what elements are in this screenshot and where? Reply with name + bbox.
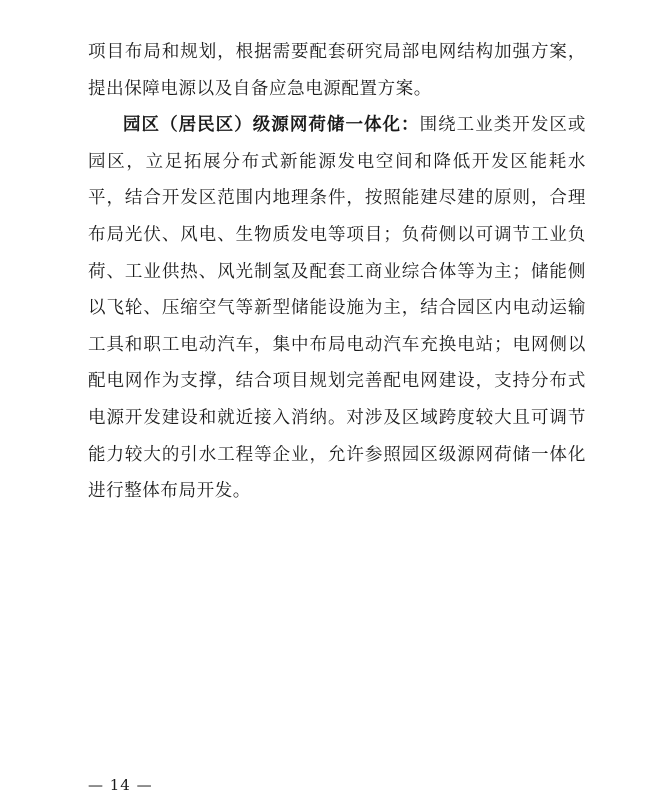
paragraph-continuation: 项目布局和规划，根据需要配套研究局部电网结构加强方案，提出保障电源以及自备应急电源配置方案。 [88, 42, 586, 99]
document-body [88, 34, 586, 510]
inline-heading: 园区（居民区）级源网荷储一体化： [123, 115, 420, 136]
paragraph-body: 围绕工业类开发区或园区，立足拓展分布式新能源发电空间和降低开发区能耗水平，结合开发区范围内地理条件，按照能建尽建的原则，合理布局光伏、风电、生物质发电等项目；负荷侧以可调节工业负荷、工业供热、风光制氢及配套工商业综合体等为主；储能侧以飞轮、压缩空气等新型储能设施为主，结合园区内电动运输工具和职工电动汽车，集中布局电动汽车充换电站；电网侧以配电网作为支撑，结合项目规划完善配电网建设，支持分布式电源开发建设和就近接入消纳。对涉及区域跨度较大且可调节能力较大的引水工程等企业，允许参照园区级源网荷储一体化进行整体布局开发。 [88, 115, 586, 502]
paragraph-integration [88, 107, 586, 510]
page-number: — 14 — [88, 776, 153, 794]
